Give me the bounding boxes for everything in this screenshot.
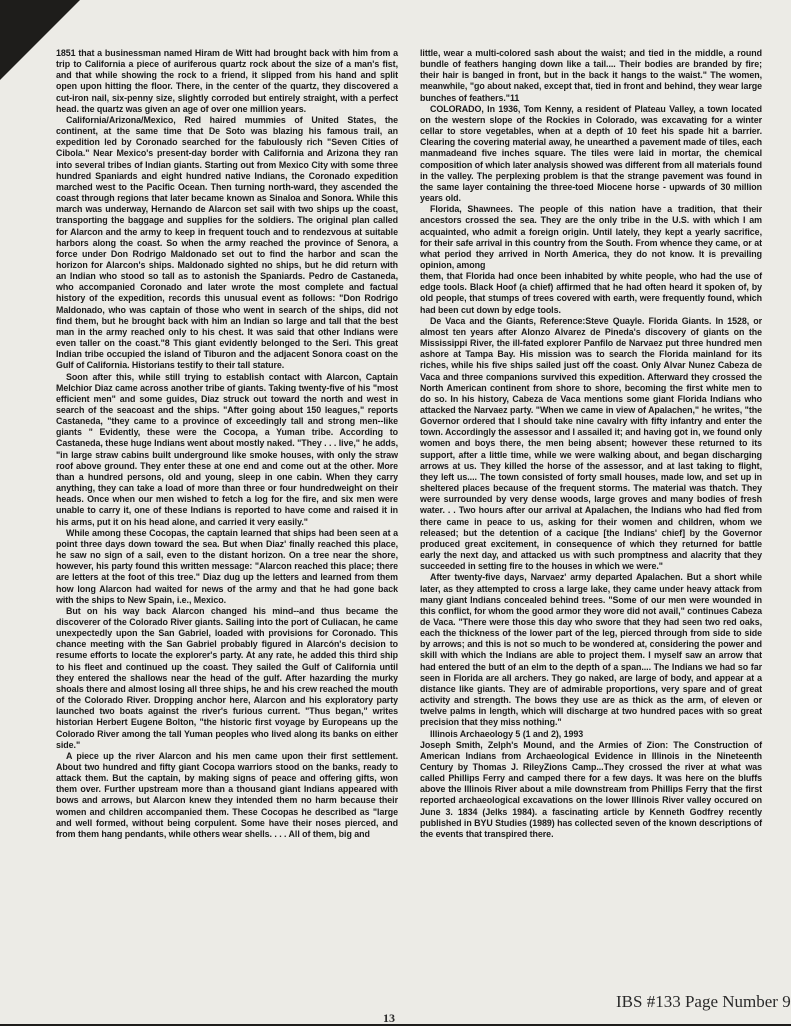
page-label: IBS #133 Page Number 9 xyxy=(616,992,791,1011)
paragraph: While among these Cocopas, the captain learned that ships had been seen at a point three days down toward the sea. But when Diaz' finally reached this place, he saw no sign of a sail, even to the distant horizon. On a tree near the shore, however, his party found this written message: "Alarcon reached this place; there are letters at the foot of this tree." Diaz dug up the letters and learned from them how long Alarcon had waited for news of the army and that he had gone back with the ships to New Spain, i.e., Mexico. xyxy=(56,527,398,605)
paragraph: little, wear a multi-colored sash about the waist; and tied in the middle, a round bundle of feathers hanging down like a tail.... Their bodies are branded by fire; their hair is banged in front, but in the back it hangs to the waist." The women, meanwhile, "go about naked, except that, tied in front and behind, they wear large bunches of feathers."11 xyxy=(420,48,762,103)
paragraph: But on his way back Alarcon changed his mind--and thus became the discoverer of the Colorado River giants. Sailing into the port of Culiacan, he came unexpectedly upon the San Gabriel, loaded with provisions for Coronado. This chance meeting with the San Gabriel probably figured in Alarcón's decision to resume efforts to locate the explorer's party. At any rate, he added this third ship to his fleet and continued up the coast. They sailed the Gulf of California until they entered the shallows near the head of the gulf. After hazarding the murky shoals there and almost losing all three ships, he and his crew reached the mouth of the Colorado River. Dropping anchor here, Alarcon and his exploratory party launched two boats against the river's furious current. "Thus began," writes historian Herbert Eugene Bolton, "the historic first voyage by Europeans up the Colorado River among the tall Yuman peoples who lived along its banks on either side." xyxy=(56,605,398,750)
paragraph: Joseph Smith, Zelph's Mound, and the Armies of Zion: The Construction of American Indians from Archaeological Evidence in Illinois in the Nineteenth Century by Thomas J. RileyZions Camp...They crossed the river at what was called Phillips Ferry and camped there for a few days. It was here on the bluffs above the Illinois River about a mile downstream from Phillips Ferry that the first reported archaeological excavations on the lower Illinois River valley occured on June 3. 1834 (Jelks 1984). a fascinating article by Kenneth Godfrey recently published in BYU Studies (1989) has collected seven of the known descriptions of the events that transpired there. xyxy=(420,739,762,839)
paragraph: Florida, Shawnees. The people of this nation have a tradition, that their ancestors crossed the sea. They are the only tribe in the U.S. with which I am acquainted, who admit a foreign origin. Until lately, they kept a yearly sacrifice, for their safe arrival in this country from the South. From whence they came, or at what period they arrived in North America, they do not know. It is prevailing opinion, among xyxy=(420,204,762,270)
paragraph: De Vaca and the Giants, Reference:Steve Quayle. Florida Giants. In 1528, or almost ten years after Alonzo Alvarez de Pineda's discovery of giants on the Mississippi River, the ill-fated explorer Panfilo de Narvaez put three hundred men ashore at Tampa Bay. His mission was to search the Florida mainland for its riches, while his five ships sailed just off the coast. Only Alvar Nunez Cabeza de Vaca and three companions survived this expedition. Afterward they crossed the North American continent from shore to shore, becoming the first white men to do so. In his history, Cabeza de Vaca mentions some giant Florida Indians who attacked the Narvaez party. "When we came in view of Apalachen," he writes, "the Governor ordered that I should take nine cavalry with fifty infantry and enter the town. Accordingly the assessor and I assailed it; and having got in, we found only women and boys there, the men being absent; however these returned to its support, after a little time, while we were walking about, and began discharging arrows at us. They killed the horse of the assessor, and at last taking to flight, they left us.... The town consisted of forty small houses, made low, and set up in sheltered places because of the frequent storms. The material was thatch. They were surrounded by very dense woods, large groves and many bodies of fresh water. . . Two hours after our arrival at Apalachen, the Indians who had fled from there came in peace to us, asking for their women and children, whom we released; but the detention of a cacique [the Indians' chief] by the Governor produced great excitement, in consequence of which they returned for battle early the next day, and attacked us with such promptness and alacrity that they succeeded in setting fire to the houses in which we were." xyxy=(420,315,762,572)
paragraph: A piece up the river Alarcon and his men came upon their first settlement. About two hundred and fifty giant Cocopa warriors stood on the banks, ready to attack them. But the captain, by making signs of peace and offering gifts, won them over. Further upstream more than a thousand giant Indians appeared with bows and arrows, but Alarcon knew they intended them no harm because their women and children accompanied them. These Cocopas he described as "large and well formed, without being corpulent. Some have their noses pierced, and from them hang pendants, while others wear shells. . . . All of them, big and xyxy=(56,750,398,839)
paragraph: After twenty-five days, Narvaez' army departed Apalachen. But a short while later, as they attempted to cross a large lake, they came under heavy attack from many giant Indians concealed behind trees. "Some of our men were wounded in this conflict, for whom the good armor they wore did not avail," continues Cabeza de Vaca. "There were those this day who swore that they had seen two red oaks, each the thickness of the lower part of the leg, pierced through from side to side by arrows; and this is not so much to be wondered at, considering the power and skill with which the Indians are able to project them. I myself saw an arrow that had entered the butt of an elm to the depth of a span.... The Indians we had so far seen in Florida are all archers. They go naked, are large of body, and appear at a distance like giants. They are of admirable proportions, very spare and of great activity and strength. The bows they use are as thick as the arm, of eleven or twelve palms in length, which will discharge at two hundred paces with so great precision that they miss nothing." xyxy=(420,572,762,728)
paragraph: Soon after this, while still trying to establish contact with Alarcon, Captain Melchior Diaz came across another tribe of giants. Taking twenty-five of his "most efficient men" and some guides, Diaz struck out toward the north and west in search of the seacoast and the ships. "After going about 150 leagues," reports Castaneda, "they came to a province of exceedingly tall and strong men--like giants " Evidently, these were the Cocopa, a Yuman tribe. According to Castaneda, these huge Indians went about mostly naked. "They . . . live," he adds, "in large straw cabins built underground like smoke houses, with only the straw roof above ground. They enter these at one end and come out at the other. More than a hundred persons, old and young, sleep in one cabin. When they carry anything, they can take a load of more than three or four hundredweight on their heads. Once when our men wished to fetch a log for the fire, and six men were unable to carry it, one of these Indians is reported to have come and raised it in his arms, put it on his head alone, and carried it very easily." xyxy=(56,371,398,527)
left-column xyxy=(56,48,398,840)
page-folio: 13 xyxy=(383,1011,395,1025)
paragraph: COLORADO, In 1936, Tom Kenny, a resident of Plateau Valley, a town located on the western slope of the Rockies in Colorado, was excavating for a winter cellar to store vegetables, when at a depth of 10 feet his spade hit a barrier. Clearing the covering material away, he unearthed a pavement made of tiles, each manmadeand five inches square. The tiles were laid in mortar, the chemical composition of which later analysis showed was different from all materials found in the valley. The perplexing problem is that the strange pavement was found in the same layer containing the three-toed Miocene horse - upwards of 30 million years old. xyxy=(420,103,762,204)
right-column xyxy=(420,48,762,840)
paragraph: 1851 that a businessman named Hiram de Witt had brought back with him from a trip to California a piece of auriferous quartz rock about the size of a man's fist, and that while showing the rock to a friend, it slipped from his hand and split open upon hitting the floor. There, in the center of the quartz, they discovered a cut-iron nail, six-penny size, slightly corroded but entirely straight, with a perfect head. the quartz was given an age of over one million years. xyxy=(56,48,398,114)
paragraph: Illinois Archaeology 5 (1 and 2), 1993 xyxy=(430,728,584,739)
paragraph: them, that Florida had once been inhabited by white people, who had the use of edge tools. Black Hoof (a chief) affirmed that he had often heard it spoken of, by old people, that stumps of trees covered with earth, were frequently found, which had been cut down by edge tools. xyxy=(420,271,762,315)
paragraph: California/Arizona/Mexico, Red haired mummies of United States, the continent, at the same time that De Soto was blazing his famous trail, an expedition led by Coronado searched for the fabulously rich "Seven Cities of Cibola." Near Mexico's present-day border with California and Arizona they ran into several tribes of Indian giants. Starting out from Mexico City with some three hundred Spaniards and eight hundred native Indians, the Coronado expedition marched west to the Pacific Ocean. Then turning north-ward, they ascended the coast through regions that later became known as Sinaloa and Sonora. While this march was underway, Hernando de Alarcon set sail with two ships up the coast, transporting the baggage and supplies for the soldiers. The original plan called for Alarcon and the army to keep in frequent touch and to rendezvous at suitable harbors along the coast. So when the army reached the province of Senora, a force under Don Rodrigo Maldonado set out to find the harbor and scan the horizon for Alarcon's ships. Maldonado sighted no ships, but he did return with an Indian who stood so tall as to astonish the Spaniards. Pedro de Castaneda, who accompanied Coronado and later wrote the most complete and factual history of the expedition, records this unusual event as follows: "Don Rodrigo Maldonado, who was captain of those who went in search of the ships, did not find them, but he brought back with him an Indian so large and tall that the best man in the army reached only to his chest. It was said that other Indians were even taller on the coast."8 This giant evidently belonged to the Seri. This great Indian tribe occupied the island of Tiburon and the adjacent Sonora coast on the Gulf of California. Historians testify to their tall stature. xyxy=(56,114,398,371)
article-body xyxy=(56,48,766,948)
